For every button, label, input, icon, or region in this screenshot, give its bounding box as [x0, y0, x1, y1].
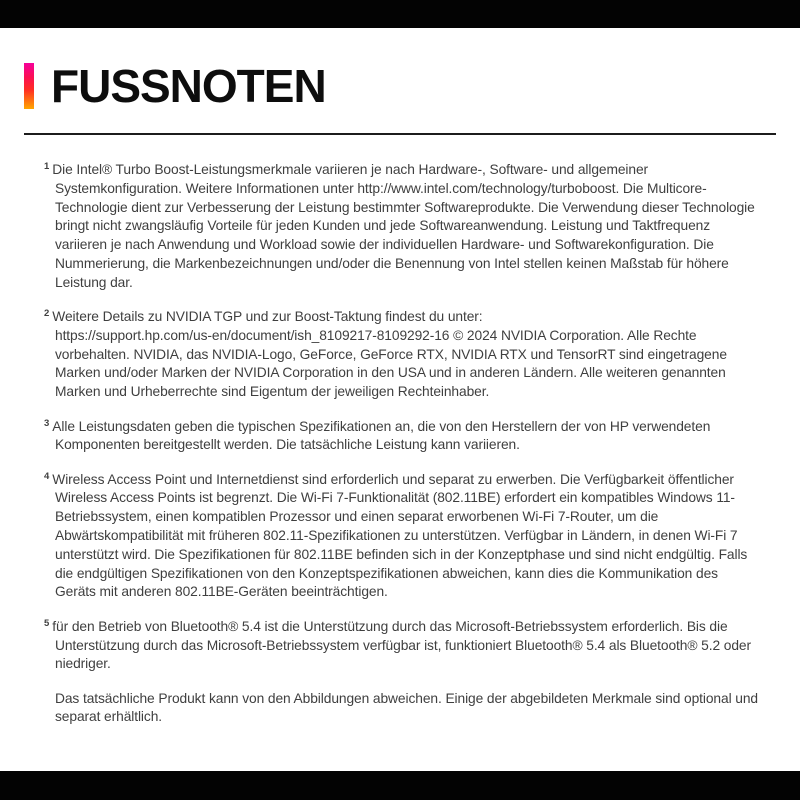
footnote-1 — [44, 161, 760, 293]
footnote-5-marker: 5 — [44, 617, 50, 629]
footnotes-section — [44, 161, 760, 727]
header-divider — [24, 133, 776, 135]
footnote-3-text: Alle Leistungsdaten geben die typischen Spezifikationen an, die von den Herstellern der von HP verwendeten Komponenten bereitgestellt werden. Die tatsächliche Leistung kann variieren. — [52, 418, 711, 453]
bottom-letterbox-bar — [0, 771, 800, 800]
footnote-4-text: Wireless Access Point und Internetdienst sind erforderlich und separat zu erwerben. Die Verfügbarkeit öffentlicher Wireless Access Points ist begrenzt. Die Wi-Fi 7-Funktionalität (802.11BE) erfordert ein kompatibles Windows 11-Betriebssystem, einen kompatiblen Prozessor und einen separat erworbenen Wi-Fi 7-Router, um die Abwärtskompatibilität mit früheren 802.11-Spezifikationen zu unterstützen. Verfügbar in Ländern, in denen Wi-Fi 7 unterstützt wird. Die Spezifikationen für 802.11BE befinden sich in der Konzeptphase und sind nicht endgültig. Falls die endgültigen Spezifikationen von den Konzeptspezifikationen abweichen, kann dies die Kommunikation des Geräts mit anderen 802.11BE-Geräten beeinträchtigen. — [52, 471, 748, 600]
footnote-2 — [44, 308, 760, 402]
page-title: FUSSNOTEN — [51, 60, 326, 112]
title-accent-bar — [24, 63, 34, 109]
footnote-1-text: Die Intel® Turbo Boost-Leistungsmerkmale variieren je nach Hardware-, Software- und allgemeiner Systemkonfiguration. Weitere Informationen unter http://www.intel.com/technology/turboboost. Die Multicore-Technologie dient zur Verbesserung der Leistung bestimmter Softwareprodukte. Die Verwendung dieser Technologie bringt nicht zwangsläufig Vorteile für jeden Kunden und jede Softwareanwendung. Leistung und Taktfrequenz variieren je nach Anwendung und Workload sowie der individuellen Hardware- und Softwarekonfiguration. Die Nummerierung, die Markenbezeichnungen und/oder die Benennung von Intel stellen keinen Maßstab für höhere Leistung dar. — [52, 162, 755, 290]
footnote-4 — [44, 471, 760, 603]
footnote-2-rest-text: © 2024 NVIDIA Corporation. Alle Rechte vorbehalten. NVIDIA, das NVIDIA-Logo, GeForce, GeForce RTX, NVIDIA RTX und TensorRT sind eingetragene Marken und/oder Marken der NVIDIA Corporation in den USA und in anderen Ländern. Alle weiteren genannten Marken und Urheberrechte sind Eigentum der jeweiligen Rechteinhaber. — [55, 327, 727, 400]
footnote-5 — [44, 618, 760, 674]
closing-note: Das tatsächliche Produkt kann von den Abbildungen abweichen. Einige der abgebildeten Merkmale sind optional und separat erhältlich. — [55, 690, 758, 725]
footnote-3-marker: 3 — [44, 417, 50, 429]
footnote-5-text: für den Betrieb von Bluetooth® 5.4 ist die Unterstützung durch das Microsoft-Betriebssystem erforderlich. Bis die Unterstützung durch das Microsoft-Betriebssystem verfügbar ist, funktioniert Bluetooth® 5.4 als Bluetooth® 5.2 oder niedriger. — [52, 618, 751, 672]
page-header — [24, 62, 776, 110]
footnote-1-marker: 1 — [44, 161, 50, 172]
footnote-2-lead-text: Weitere Details zu NVIDIA TGP und zur Boost-Taktung findest du unter: — [52, 309, 483, 325]
footnote-4-marker: 4 — [44, 470, 50, 482]
support-url-text[interactable]: https://support.hp.com/us-en/document/ish_8109217-8109292-16 — [55, 327, 450, 343]
footnote-3 — [44, 418, 760, 456]
footnote-2-marker: 2 — [44, 308, 50, 320]
top-letterbox-bar — [0, 0, 800, 28]
